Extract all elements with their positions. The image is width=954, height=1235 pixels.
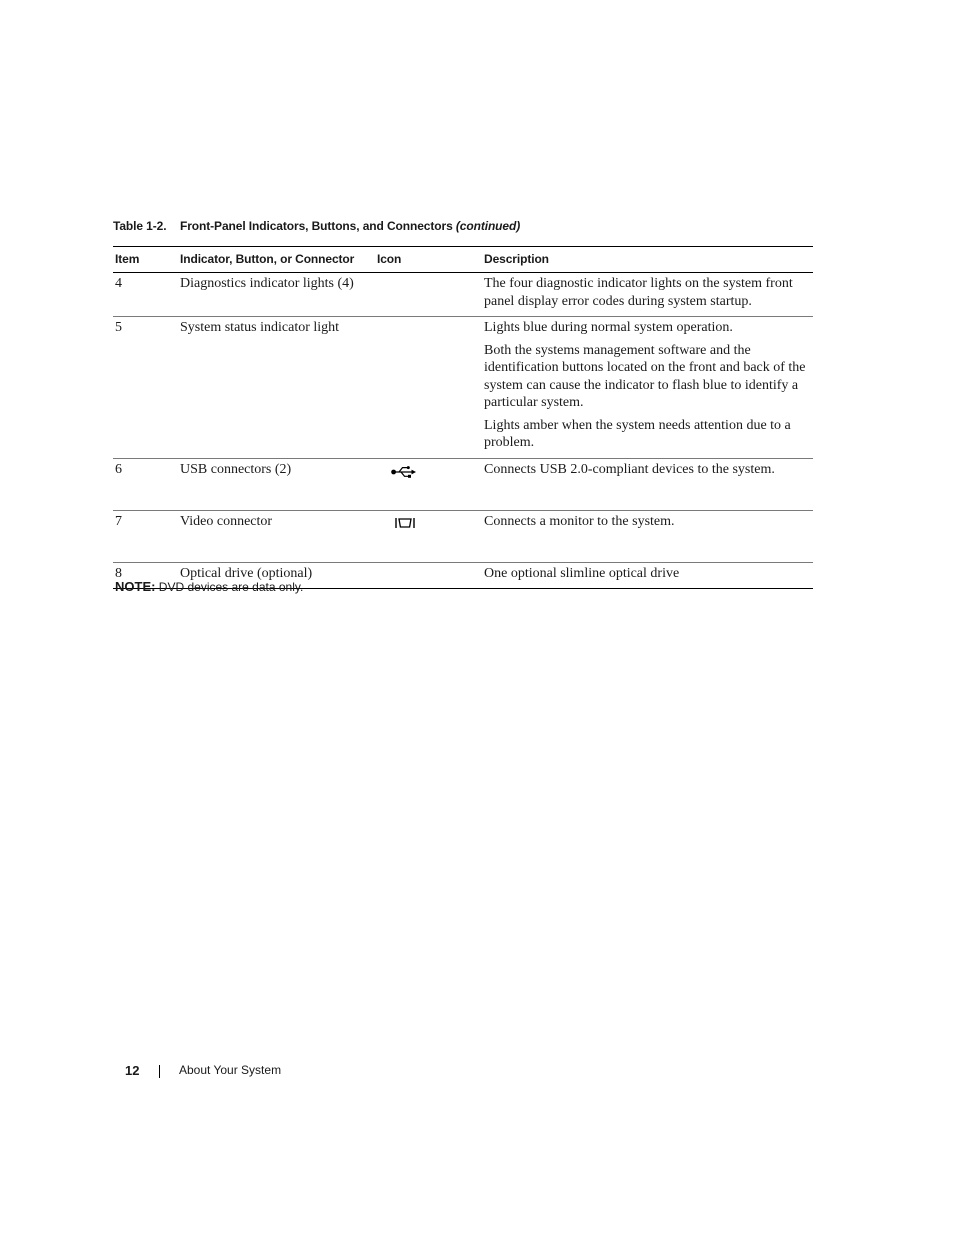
cell-item: 4 <box>113 273 178 317</box>
note <box>115 579 303 594</box>
table-number: Table 1-2. <box>113 219 167 233</box>
description-paragraph: One optional slimline optical drive <box>484 565 680 581</box>
cell-icon <box>375 317 482 459</box>
cell-description <box>482 317 813 459</box>
page-number: 12 <box>125 1063 140 1078</box>
cell-name: System status indicator light <box>178 317 375 459</box>
table-continued-label: (continued) <box>455 219 521 233</box>
description-paragraph: Connects a monitor to the system. <box>484 513 675 529</box>
note-label: NOTE: <box>115 579 156 594</box>
cell-name: Video connector <box>178 510 375 562</box>
description-paragraph: Lights blue during normal system operation. <box>484 320 733 335</box>
cell-icon <box>375 273 482 317</box>
cell-name: Diagnostics indicator lights (4) <box>178 273 375 317</box>
cell-description <box>482 562 813 589</box>
header-item: Item <box>113 247 178 273</box>
table-title: Front-Panel Indicators, Buttons, and Connectors <box>180 219 453 233</box>
cell-icon <box>375 562 482 589</box>
note-text: DVD devices are data only. <box>158 580 304 594</box>
cell-name: Optical drive (optional) <box>178 562 375 589</box>
cell-item: 6 <box>113 458 178 510</box>
cell-name: USB connectors (2) <box>178 458 375 510</box>
description-paragraph: Both the systems management software and the identification buttons located on the front and back of the system can cause the indicator to flash blue to identify a particular system. <box>484 342 806 410</box>
header-icon: Icon <box>375 247 482 273</box>
description-paragraph: Lights amber when the system needs attention due to a problem. <box>484 417 791 450</box>
description-paragraph: The four diagnostic indicator lights on the system front panel display error codes during system startup. <box>484 276 793 309</box>
cell-item: 8 <box>113 562 178 589</box>
cell-item: 7 <box>113 510 178 562</box>
table-caption <box>113 219 520 233</box>
cell-description <box>482 458 813 510</box>
header-description: Description <box>482 247 813 273</box>
table-row <box>113 510 813 562</box>
usb-icon <box>391 465 417 485</box>
table-row <box>113 317 813 459</box>
front-panel-table <box>113 246 813 589</box>
section-title: About Your System <box>179 1063 282 1077</box>
header-indicator: Indicator, Button, or Connector <box>178 247 375 273</box>
description-paragraph: Connects USB 2.0-compliant devices to the system. <box>484 461 775 477</box>
cell-description <box>482 273 813 317</box>
cell-description <box>482 510 813 562</box>
table-row <box>113 273 813 317</box>
cell-item: 5 <box>113 317 178 459</box>
cell-icon <box>375 510 482 562</box>
footer-divider <box>159 1065 160 1078</box>
table-header-row <box>113 247 813 273</box>
table-row <box>113 458 813 510</box>
page-footer <box>125 1062 282 1080</box>
cell-icon <box>375 458 482 510</box>
video-connector-icon <box>395 517 415 535</box>
